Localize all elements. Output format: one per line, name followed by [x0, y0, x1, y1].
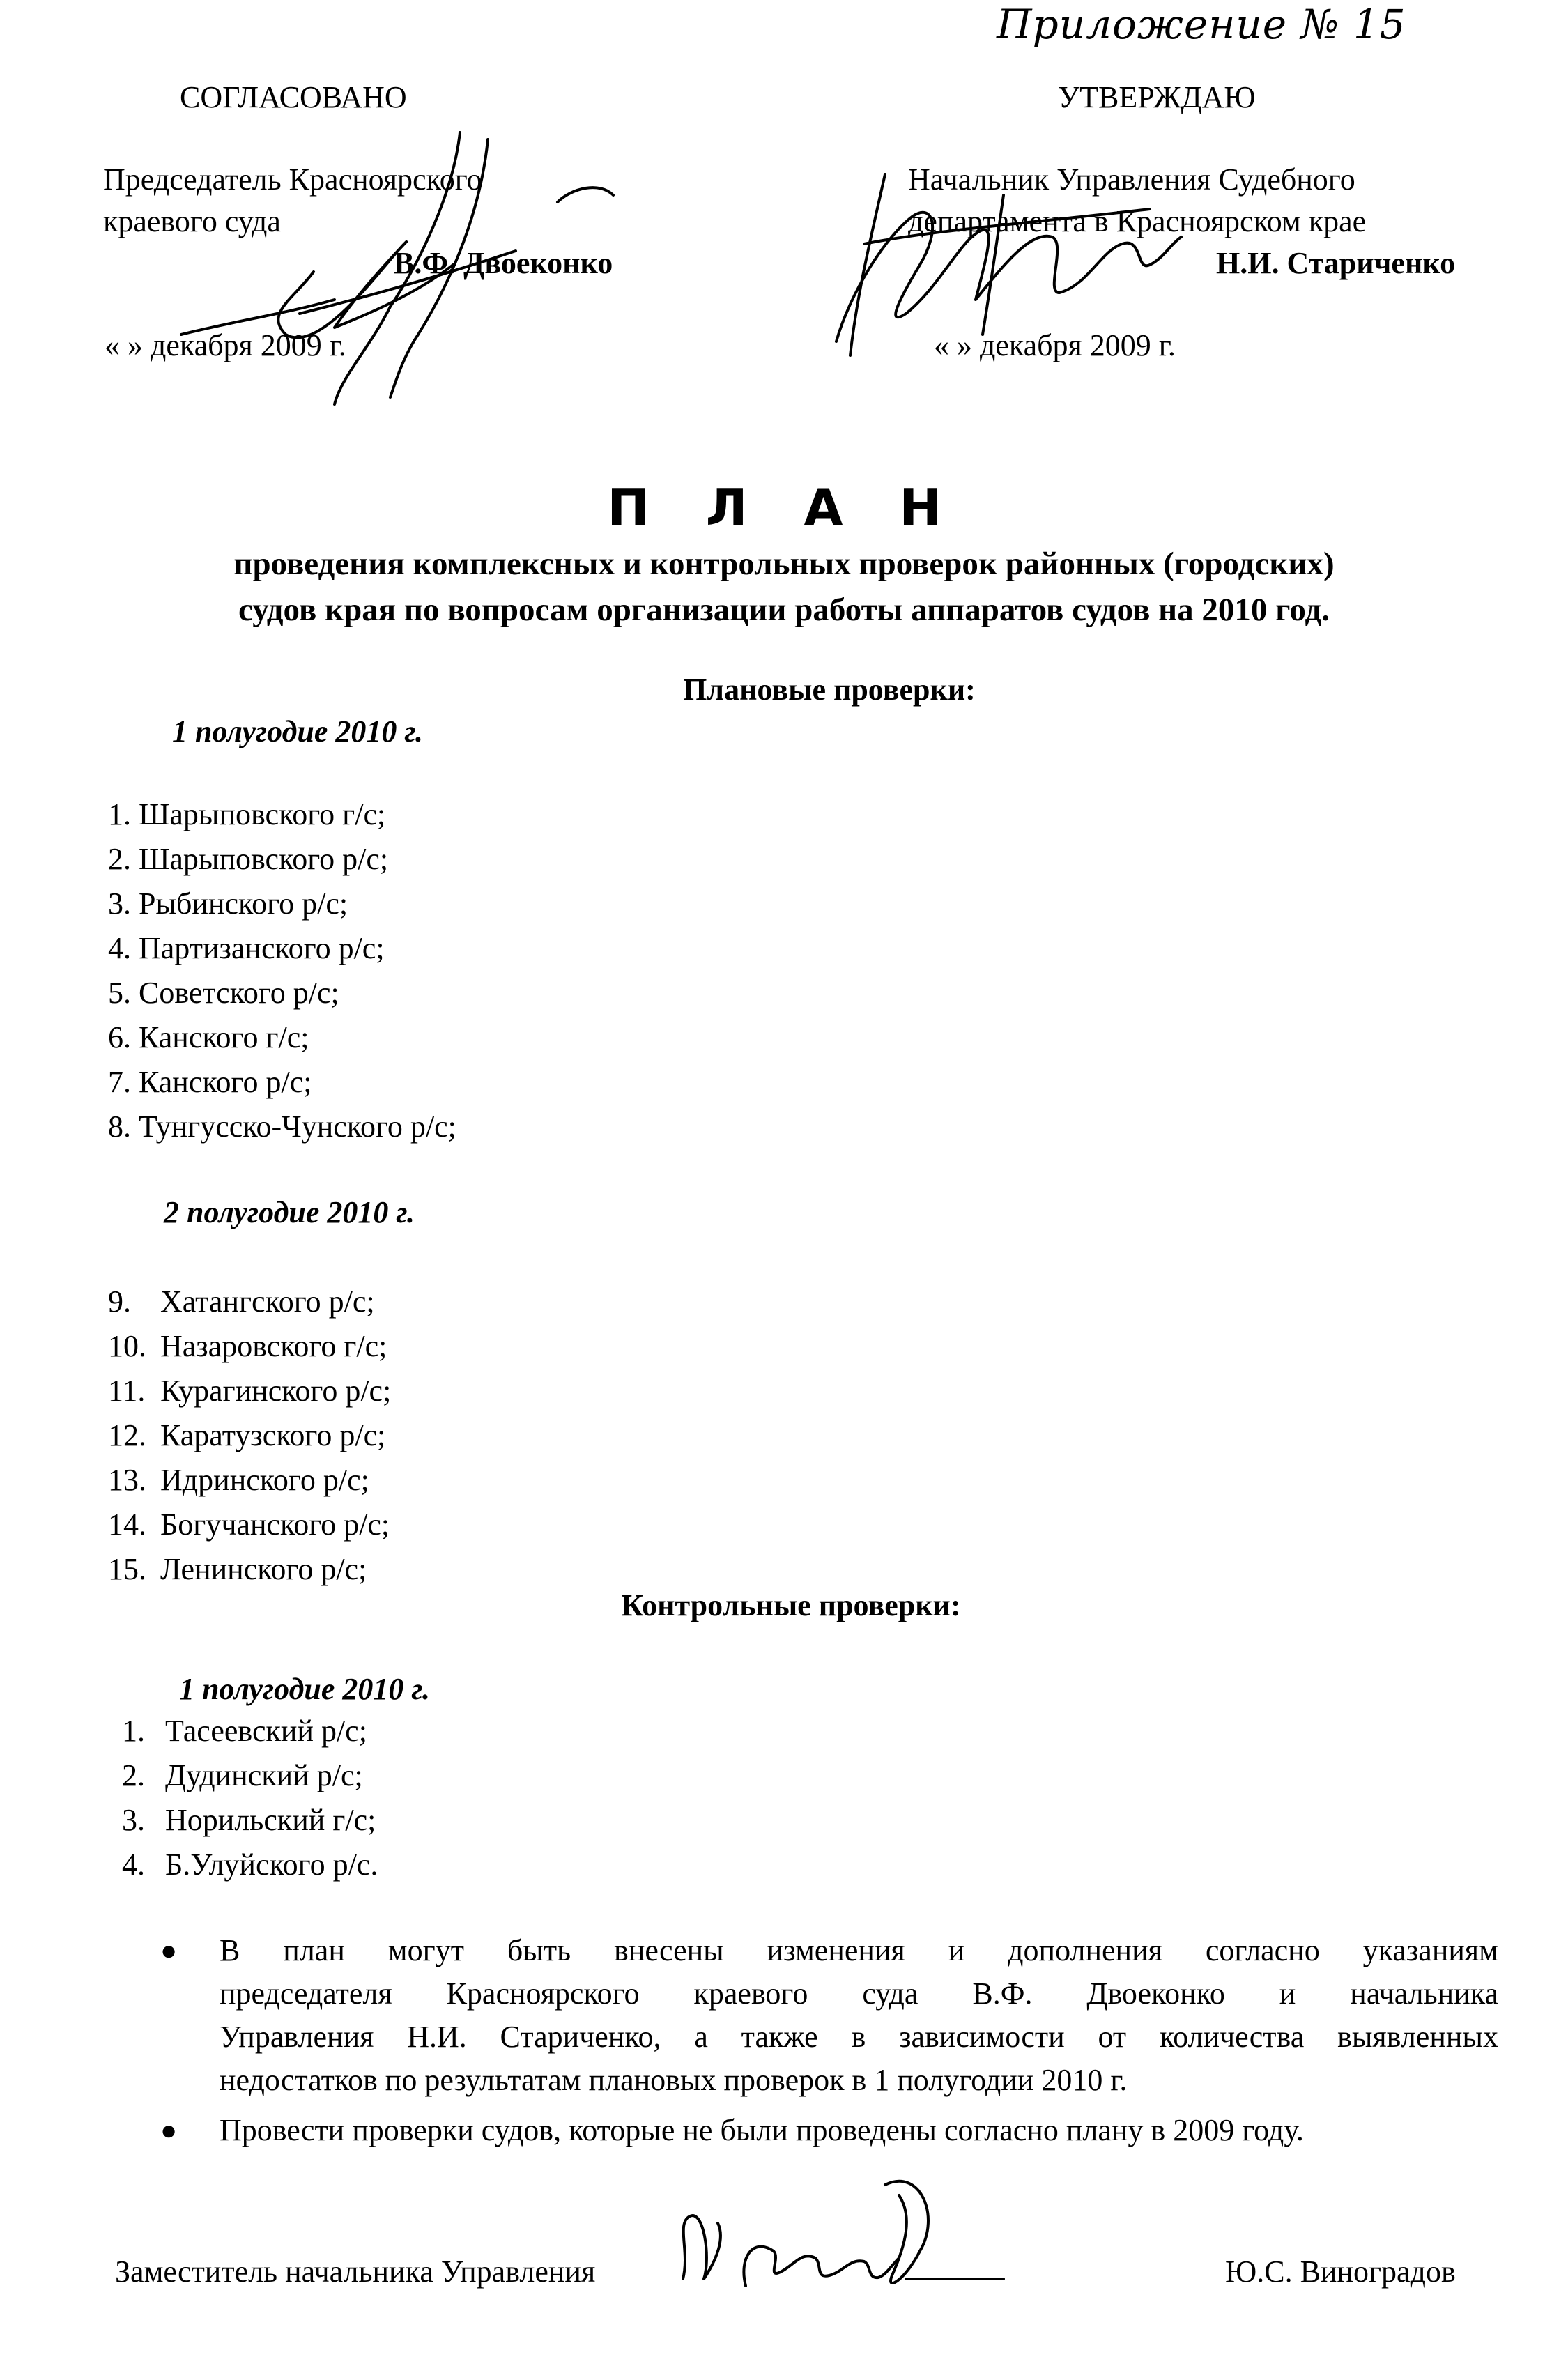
list-item	[108, 1105, 456, 1149]
planned-half1-list	[108, 792, 456, 1149]
list-item-text: Богучанского р/с;	[160, 1507, 390, 1542]
note-line: В план могут быть внесены изменения и дополнения согласно указаниям	[220, 1933, 1498, 1967]
list-item	[108, 1060, 456, 1105]
appendix-annotation: Приложение № 15	[997, 1, 1406, 48]
signature-right	[822, 153, 1185, 362]
note-line: недостатков по результатам плановых проверок в 1 полугодии 2010 г.	[220, 2063, 1128, 2097]
planned-checks-heading: Плановые проверки:	[683, 673, 976, 707]
document-title: П Л А Н	[607, 478, 961, 537]
list-item-text: Шарыповского р/с;	[139, 842, 389, 876]
list-item	[122, 1843, 378, 1887]
list-item	[108, 1413, 391, 1458]
note-line: Провести проверки судов, которые не были проведены согласно плану в 2009 году.	[220, 2113, 1304, 2147]
list-item	[108, 1458, 391, 1503]
list-item-text: Тасеевский р/с;	[165, 1714, 367, 1748]
list-item-number: 5.	[108, 976, 131, 1010]
list-item	[108, 1547, 391, 1592]
list-item-text: Рыбинского р/с;	[139, 886, 348, 921]
document-subtitle-line2: судов края по вопросам организации работы аппаратов судов на 2010 год.	[238, 592, 1330, 628]
list-item-number: 11.	[108, 1374, 146, 1408]
bullet-icon: ●	[160, 1935, 178, 1966]
list-item-text: Ленинского р/с;	[160, 1552, 367, 1586]
bullet-icon: ●	[160, 2114, 178, 2146]
list-item-number: 12.	[108, 1418, 146, 1452]
notes-list	[160, 1929, 1498, 2159]
list-item-text: Каратузского р/с;	[160, 1418, 386, 1452]
list-item-number: 9.	[108, 1284, 131, 1319]
list-item-number: 2.	[122, 1758, 145, 1792]
list-item-number: 3.	[122, 1803, 145, 1837]
list-item	[108, 971, 456, 1015]
list-item	[122, 1709, 378, 1753]
list-item-number: 13.	[108, 1463, 146, 1497]
list-item-number: 4.	[122, 1848, 145, 1882]
list-item-number: 14.	[108, 1507, 146, 1542]
approval-right-position-line2: департамента в Красноярском крае	[908, 204, 1367, 238]
list-item-text: Тунгусско-Чунского р/с;	[139, 1109, 456, 1144]
list-item	[108, 926, 456, 971]
list-item-number: 2.	[108, 842, 131, 876]
note-item	[160, 2109, 1498, 2152]
planned-half2-list	[108, 1280, 391, 1592]
approval-left-position-line1: Председатель Красноярского	[103, 162, 482, 197]
approval-right-position-line1: Начальник Управления Судебного	[908, 162, 1355, 197]
planned-half2-label: 2 полугодие 2010 г.	[164, 1195, 415, 1229]
list-item-number: 1.	[108, 797, 131, 831]
approval-left-heading: СОГЛАСОВАНО	[180, 80, 407, 114]
approval-right-date: « » декабря 2009 г.	[934, 328, 1176, 362]
list-item	[108, 1280, 391, 1324]
approval-left-date: « » декабря 2009 г.	[105, 328, 346, 362]
control-half1-label: 1 полугодие 2010 г.	[179, 1672, 431, 1706]
list-item-text: Идринского р/с;	[160, 1463, 369, 1497]
list-item	[122, 1753, 378, 1798]
list-item-number: 3.	[108, 886, 131, 921]
list-item	[108, 1015, 456, 1060]
list-item-number: 7.	[108, 1065, 131, 1099]
control-checks-heading: Контрольные проверки:	[621, 1588, 961, 1622]
approval-right-heading: УТВЕРЖДАЮ	[1058, 80, 1256, 114]
list-item	[108, 1324, 391, 1369]
list-item-text: Назаровского г/с;	[160, 1329, 387, 1363]
list-item-text: Б.Улуйского р/с.	[165, 1848, 378, 1882]
approval-right-name: Н.И. Стариченко	[1216, 246, 1456, 280]
list-item	[108, 1503, 391, 1547]
footer-position: Заместитель начальника Управления	[115, 2255, 596, 2289]
list-item	[108, 792, 456, 837]
approval-left-position-line2: краевого суда	[103, 204, 281, 238]
note-line: Управления Н.И. Стариченко, а также в зависимости от количества выявленных	[220, 2020, 1498, 2054]
signature-footer	[676, 2174, 1004, 2300]
list-item	[108, 837, 456, 882]
list-item-text: Советского р/с;	[139, 976, 339, 1010]
list-item-number: 1.	[122, 1714, 145, 1748]
list-item-text: Норильский г/с;	[165, 1803, 376, 1837]
list-item-number: 4.	[108, 931, 131, 965]
list-item-number: 8.	[108, 1109, 131, 1144]
list-item-text: Партизанского р/с;	[139, 931, 385, 965]
list-item-number: 15.	[108, 1552, 146, 1586]
list-item-text: Хатангского р/с;	[160, 1284, 375, 1319]
note-item	[160, 1929, 1498, 2102]
list-item	[108, 882, 456, 926]
list-item	[108, 1369, 391, 1413]
list-item-text: Курагинского р/с;	[160, 1374, 392, 1408]
list-item-text: Шарыповского г/с;	[139, 797, 386, 831]
footer-name: Ю.С. Виноградов	[1225, 2255, 1456, 2289]
list-item-text: Дудинский р/с;	[165, 1758, 363, 1792]
approval-left-name: В.Ф. Двоеконко	[394, 246, 613, 280]
note-line: председателя Красноярского краевого суда В.Ф. Двоеконко и начальника	[220, 1976, 1498, 2011]
list-item-text: Канского г/с;	[139, 1020, 309, 1054]
control-checks-list	[122, 1709, 378, 1887]
list-item	[122, 1798, 378, 1843]
list-item-text: Канского р/с;	[139, 1065, 312, 1099]
signature-left	[125, 125, 627, 418]
document-subtitle-line1: проведения комплексных и контрольных проверок районных (городских)	[233, 546, 1335, 582]
list-item-number: 6.	[108, 1020, 131, 1054]
list-item-number: 10.	[108, 1329, 146, 1363]
planned-half1-label: 1 полугодие 2010 г.	[172, 714, 424, 748]
